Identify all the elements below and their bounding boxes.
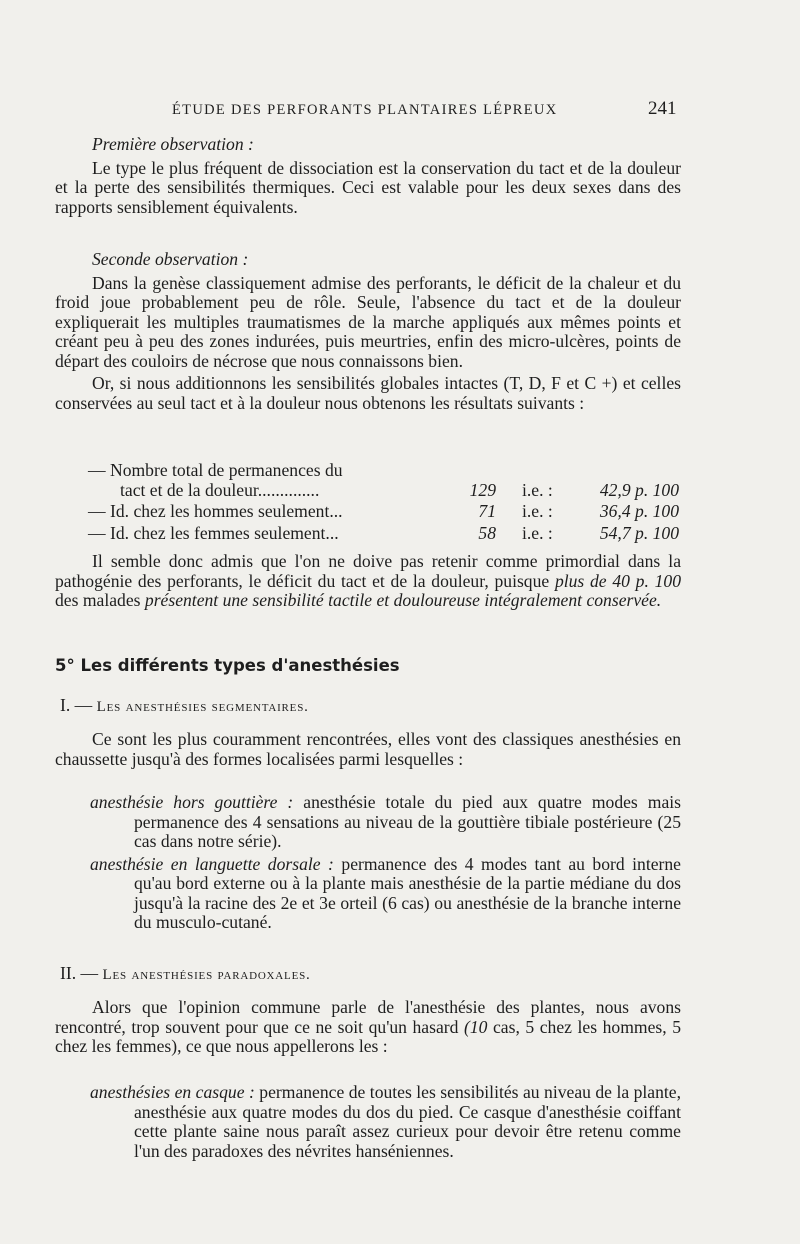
results-table xyxy=(88,461,688,543)
part-1-list xyxy=(90,793,681,933)
list-item xyxy=(90,855,681,933)
page-number: 241 xyxy=(648,98,677,119)
part-2-intro-text xyxy=(55,998,681,1057)
second-observation-paragraph-1: Dans la genèse classiquement admise des perforants, le déficit de la chaleur et du froid joue probablement peu de rôle. Seule, l'absence du tact et de la douleur expliquerait les multiples traumatismes de la marche appliqués aux mêmes points et créant peu à peu des zones indurées, puis meurtries, enfin des micro-ulcères, points de départ des couloirs de nécrose que nous connaissons bien. xyxy=(55,272,681,371)
list-item-term: anesthésies en casque : xyxy=(90,1082,255,1102)
part-2-numeral: II. — xyxy=(60,963,99,983)
table-row xyxy=(88,524,688,544)
conclusion-paragraph xyxy=(55,552,681,611)
row-ie: i.e. : xyxy=(522,501,553,521)
part-1-title: Les anesthésies segmentaires. xyxy=(96,699,309,715)
conclusion-emphasis: plus de 40 p. 100 xyxy=(554,570,681,591)
list-item-text: permanence des 4 modes tant au bord interne qu'au bord externe ou à la plante mais anesthésie de la partie médiane du dos jusqu'à la racine des 2e et 3e orteil (6 cas) ou anesthésie de la branche interne du musculo-cutané. xyxy=(134,853,681,932)
section-title: Les différents types d'anesthésies xyxy=(80,656,400,675)
part-2-list xyxy=(90,1083,681,1161)
first-observation-title: Première observation : xyxy=(92,134,254,154)
conclusion-emphasis: présentent une sensibilité tactile et douloureuse intégralement conservée. xyxy=(144,590,662,610)
table-row xyxy=(88,502,688,522)
list-item-term: anesthésie en languette dorsale : xyxy=(90,853,334,874)
page-header xyxy=(0,100,800,124)
row-value: 129 xyxy=(469,479,496,500)
row-label: — Id. chez les hommes seulement... xyxy=(88,501,343,521)
part-2-intro-emphasis: (10 xyxy=(463,1016,488,1037)
row-label: — Nombre total de permanences du xyxy=(88,460,343,480)
part-2-intro xyxy=(55,998,681,1057)
section-number: 5° xyxy=(55,656,75,675)
row-label: — Id. chez les femmes seulement... xyxy=(88,522,339,543)
row-percent: 36,4 p. 100 xyxy=(599,501,679,521)
part-1-heading xyxy=(60,695,309,716)
running-title: ÉTUDE DES PERFORANTS PLANTAIRES LÉPREUX xyxy=(172,102,558,118)
part-1-numeral: I. — xyxy=(60,695,93,715)
conclusion-text: Il semble donc admis que l'on ne doive pas retenir comme primordial dans la pathogénie des perforants, le déficit du tact et de la douleur, puisque xyxy=(55,551,681,591)
list-item-text: anesthésie totale du pied aux quatre modes mais permanence des 4 sensations au niveau de la gouttière tibiale postérieure (25 cas dans notre série). xyxy=(134,792,681,851)
row-ie: i.e. : xyxy=(522,479,553,500)
list-item xyxy=(90,793,681,852)
row-ie: i.e. : xyxy=(522,522,553,543)
list-item-text: permanence de toutes les sensibilités au niveau de la plante, anesthésie aux quatre modes du dos du pied. Ce casque d'anesthésie coiffant cette plante saine nous paraît assez curieux pour devoir être retenu comme l'un des paradoxes des névrites hanséniennes. xyxy=(134,1082,681,1161)
row-value: 58 xyxy=(478,522,496,543)
table-row xyxy=(88,461,688,481)
first-observation xyxy=(55,135,681,217)
first-observation-text: Le type le plus fréquent de dissociation est la conservation du tact et de la douleur et la perte des sensibilités thermiques. Ceci est valable pour les deux sexes dans des rapports sensiblement équivalents. xyxy=(55,157,681,217)
part-1-intro-text: Ce sont les plus couramment rencontrées, elles vont des classiques anesthésies en chaussette jusqu'à des formes localisées parmi lesquelles : xyxy=(55,729,681,769)
part-2-heading xyxy=(60,963,311,984)
section-heading xyxy=(55,656,400,675)
part-2-title: Les anesthésies paradoxales. xyxy=(102,967,311,983)
list-item-term: anesthésie hors gouttière : xyxy=(90,792,294,812)
part-2-intro-part: cas, 5 chez les hommes, 5 chez les femmes), ce que nous appellerons les : xyxy=(55,1016,681,1056)
second-observation-title: Seconde observation : xyxy=(92,249,249,269)
part-1-intro xyxy=(55,730,681,769)
row-percent: 42,9 p. 100 xyxy=(599,479,679,500)
part-2-intro-part: Alors que l'opinion commune parle de l'anesthésie des plantes, nous avons rencontré, trop souvent pour que ce ne soit qu'un hasard xyxy=(55,997,681,1037)
row-percent: 54,7 p. 100 xyxy=(599,522,679,543)
list-item xyxy=(90,1083,681,1161)
row-value: 71 xyxy=(478,501,496,521)
table-row xyxy=(88,481,688,501)
second-observation xyxy=(55,250,681,413)
conclusion-text: des malades xyxy=(55,590,145,610)
conclusion xyxy=(55,552,681,611)
second-observation-paragraph-2: Or, si nous additionnons les sensibilités globales intactes (T, D, F et C +) et celles conservées au seul tact et à la douleur nous obtenons les résultats suivants : xyxy=(55,373,681,413)
row-label: tact et de la douleur.............. xyxy=(120,479,320,500)
